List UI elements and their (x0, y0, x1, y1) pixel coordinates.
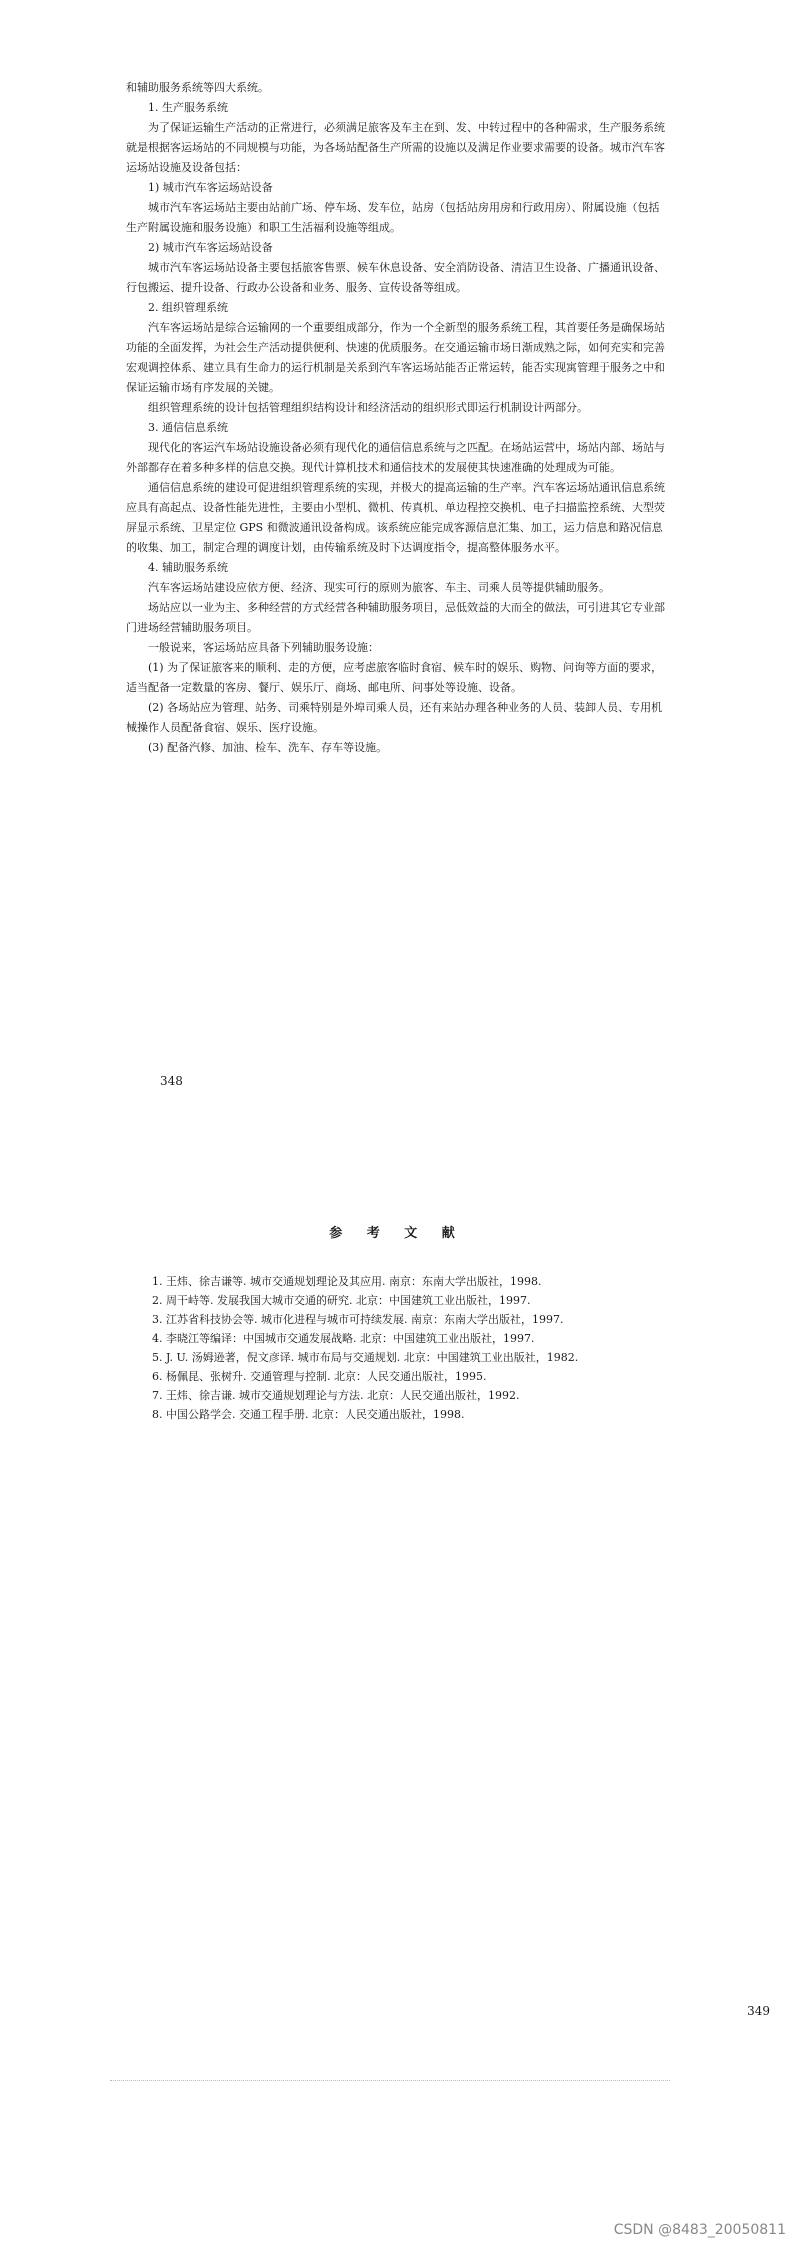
section-heading: 2) 城市汽车客运场站设备 (148, 241, 273, 254)
body-paragraph: 场站应以一业为主、多种经营的方式经营各种辅助服务项目，忌低效益的大而全的做法，可引进其它专业部门进场经营辅助服务项目。 (126, 601, 665, 634)
reference-item: 8. 中国公路学会. 交通工程手册. 北京：人民交通出版社，1998. (152, 1408, 465, 1421)
body-paragraph: (2) 各场站应为管理、站务、司乘特别是外埠司乘人员，还有来站办理各种业务的人员、装卸人员、专用机械操作人员配备食宿、娱乐、医疗设施。 (126, 701, 663, 734)
body-paragraph: 城市汽车客运场站主要由站前广场、停车场、发车位，站房（包括站房用房和行政用房）、附属设施（包括生产附属设施和服务设施）和职工生活福利设施等组成。 (126, 201, 660, 234)
reference-item: 2. 周干峙等. 发展我国大城市交通的研究. 北京：中国建筑工业出版社，1997. (152, 1294, 531, 1307)
body-paragraph: 汽车客运场站是综合运输网的一个重要组成部分，作为一个全新型的服务系统工程，其首要任务是确保场站功能的全面发挥，为社会生产活动提供便利、快速的优质服务。在交通运输市场日渐成熟之际，如何充实和完善宏观调控体系、建立具有生命力的运行机制是关系到汽车客运场站能否正常运转，能否实现寓管理于服务之中和保证运输市场有序发展的关键。 (126, 321, 665, 394)
reference-item: 3. 江苏省科技协会等. 城市化进程与城市可持续发展. 南京：东南大学出版社，1997. (152, 1313, 564, 1326)
body-paragraph: 组织管理系统的设计包括管理组织结构设计和经济活动的组织形式即运行机制设计两部分。 (148, 401, 588, 414)
section-heading: 1) 城市汽车客运场站设备 (148, 181, 273, 194)
reference-item: 1. 王炜、徐吉谦等. 城市交通规划理论及其应用. 南京：东南大学出版社，1998. (152, 1275, 542, 1288)
body-paragraph: 现代化的客运汽车场站设施设备必须有现代化的通信信息系统与之匹配。在场站运营中，场站内部、场站与外部都存在着多种多样的信息交换。现代计算机技术和通信技术的发展使其快速准确的处理成为可能。 (126, 441, 665, 474)
body-paragraph: 通信信息系统的建设可促进组织管理系统的实现，并极大的提高运输的生产率。汽车客运场站通讯信息系统应具有高起点、设备性能先进性，主要由小型机、微机、传真机、单边程控交换机、电子扫描监控系统、大型荧屏显示系统、卫星定位 GPS 和微波通讯设备构成。该系统应能完成客源信息汇集、加工，运力信息和路况信息的收集、加工，制定合理的调度计划，由传输系统及时下达调度指令，提高整体服务水平。 (126, 481, 665, 554)
reference-item: 6. 杨佩昆、张树升. 交通管理与控制. 北京：人民交通出版社，1995. (152, 1370, 487, 1383)
scan-noise-line (110, 2080, 670, 2085)
section-heading: 2. 组织管理系统 (148, 301, 228, 314)
body-paragraph: 和辅助服务系统等四大系统。 (126, 81, 269, 94)
page-348 (0, 0, 794, 1120)
reference-item: 5. J. U. 汤姆逊著，倪文彦译. 城市布局与交通规划. 北京：中国建筑工业出版社，1982. (152, 1351, 579, 1364)
body-paragraph: (1) 为了保证旅客来的顺利、走的方便，应考虑旅客临时食宿、候车时的娱乐、购物、问询等方面的要求，适当配备一定数量的客房、餐厅、娱乐厅、商场、邮电所、问事处等设施、设备。 (126, 661, 663, 694)
body-paragraph: 城市汽车客运场站设备主要包括旅客售票、候车休息设备、安全消防设备、清洁卫生设备、广播通讯设备、行包搬运、提升设备、行政办公设备和业务、服务、宣传设备等组成。 (126, 261, 665, 294)
section-heading: 1. 生产服务系统 (148, 101, 228, 114)
section-heading: 3. 通信信息系统 (148, 421, 228, 434)
body-paragraph: (3) 配备汽修、加油、检车、洗车、存车等设施。 (148, 741, 388, 754)
section-heading: 4. 辅助服务系统 (148, 561, 228, 574)
watermark: CSDN @8483_20050811 (613, 2222, 786, 2238)
references-list (152, 1272, 672, 1424)
body-paragraph: 汽车客运场站建设应依方便、经济、现实可行的原则为旅客、车主、司乘人员等提供辅助服务。 (148, 581, 610, 594)
page-348-body (126, 78, 668, 758)
body-paragraph: 一般说来，客运场站应具备下列辅助服务设施： (148, 641, 379, 654)
references-title: 参 考 文 献 (329, 1226, 465, 1241)
body-paragraph: 为了保证运输生产活动的正常进行，必须满足旅客及车主在到、发、中转过程中的各种需求，生产服务系统就是根据客运场站的不同规模与功能，为各场站配备生产所需的设施以及满足作业要求需要的设备。城市汽车客运场站设施及设备包括： (126, 121, 665, 174)
page-number-349: 349 (747, 2004, 770, 2018)
reference-item: 7. 王炜、徐吉谦. 城市交通规划理论与方法. 北京：人民交通出版社，1992. (152, 1389, 520, 1402)
reference-item: 4. 李晓江等编译：中国城市交通发展战略. 北京：中国建筑工业出版社，1997. (152, 1332, 535, 1345)
page-number-348: 348 (160, 1074, 183, 1088)
